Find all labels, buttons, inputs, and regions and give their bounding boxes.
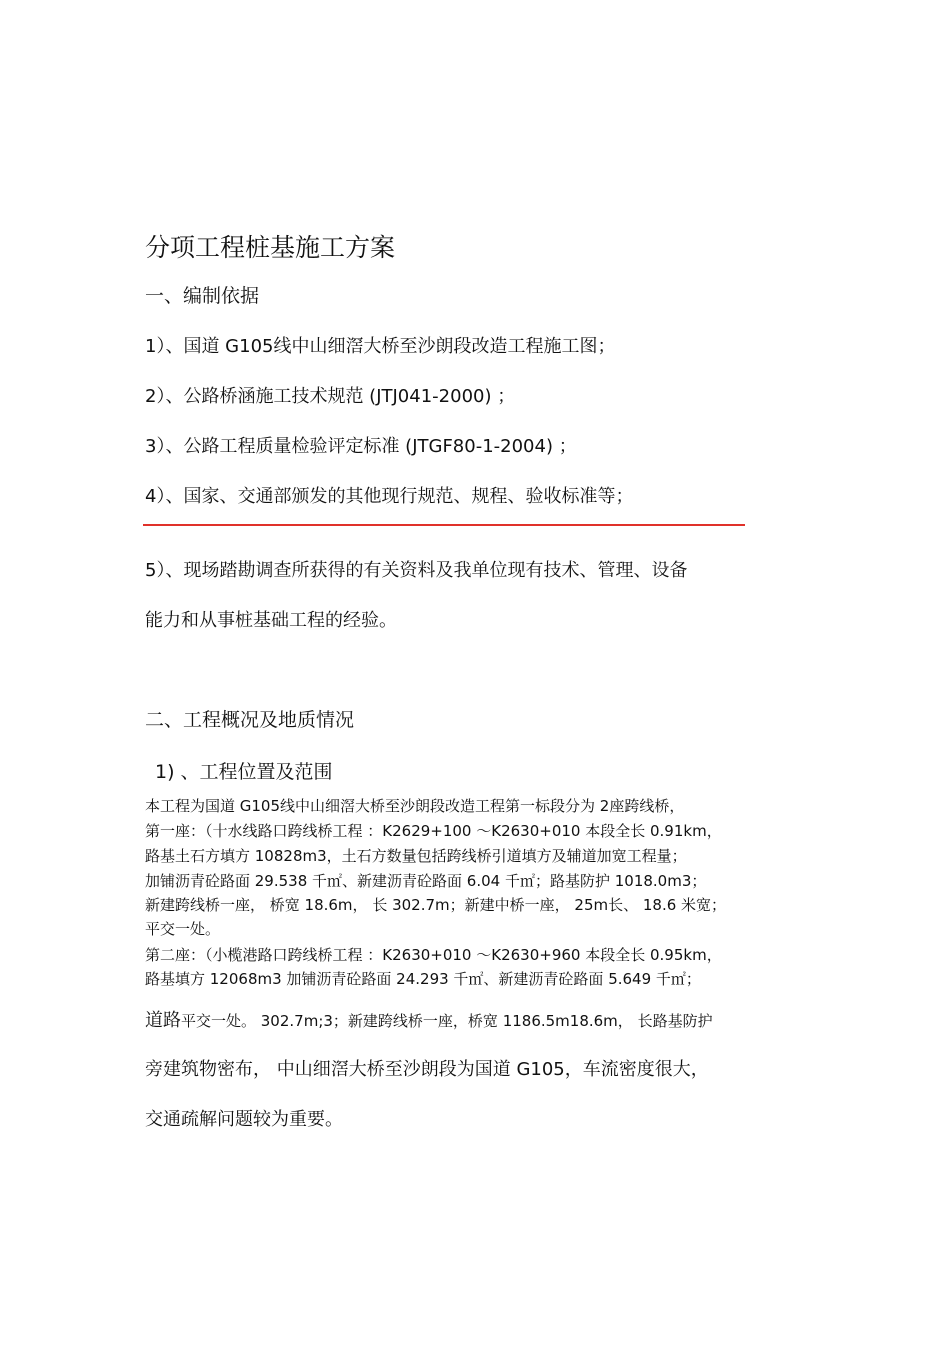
- mixed-line-rest: 平交一处。 302.7m;3；新建跨线桥一座，桥宽 1186.5m18.6m， 长路基防护: [181, 1012, 713, 1030]
- overview-paragraph-line: 本工程为国道 G105线中山细滘大桥至沙朗段改造工程第一标段分为 2座跨线桥，: [145, 797, 685, 815]
- section-heading-overview: 二、工程概况及地质情况: [145, 709, 355, 731]
- subsection-heading-location: 1) 、工程位置及范围: [155, 761, 333, 783]
- basis-item-4: 4）、国家、交通部颁发的其他现行规范、规程、验收标准等；: [145, 486, 634, 507]
- overview-paragraph-line: 路基土石方填方 10828m3，土石方数量包括跨线桥引道填方及辅道加宽工程量；: [145, 847, 687, 865]
- overview-paragraph-line: 新建跨线桥一座， 桥宽 18.6m， 长 302.7m；新建中桥一座， 25m长、 18.6 米宽；: [145, 896, 727, 914]
- mixed-line-prefix: 道路: [145, 1010, 181, 1031]
- document-title: 分项工程桩基施工方案: [145, 233, 396, 262]
- basis-item-3: 3）、公路工程质量检验评定标准 (JTGF80-1-2004) ；: [145, 436, 577, 457]
- overview-mixed-line: [145, 1006, 713, 1032]
- overview-paragraph-line: 加铺沥青砼路面 29.538 千㎡、新建沥青砼路面 6.04 千㎡；路基防护 1018.0m3；: [145, 872, 707, 890]
- basis-item-5-continued: 能力和从事桩基础工程的经验。: [145, 610, 397, 631]
- basis-item-1: 1）、国道 G105线中山细滘大桥至沙朗段改造工程施工图；: [145, 336, 616, 357]
- red-divider-line: [143, 524, 745, 526]
- basis-item-5: 5）、现场踏勘调查所获得的有关资料及我单位现有技术、管理、设备: [145, 560, 688, 581]
- overview-closing-line: 旁建筑物密布， 中山细滘大桥至沙朗段为国道 G105，车流密度很大，: [145, 1059, 709, 1080]
- overview-paragraph-line: 第一座：（十水线路口跨线桥工程 ：K2629+100 ～K2630+010 本段全长 0.91km，: [145, 822, 722, 840]
- section-heading-basis: 一、编制依据: [145, 285, 260, 307]
- overview-paragraph-line: 路基填方 12068m3 加铺沥青砼路面 24.293 千㎡、新建沥青砼路面 5.649 千㎡；: [145, 970, 701, 988]
- basis-item-2: 2）、公路桥涵施工技术规范 (JTJ041-2000) ；: [145, 386, 516, 407]
- overview-paragraph-line: 第二座：（小榄港路口跨线桥工程 ：K2630+010 ～K2630+960 本段全长 0.95km，: [145, 946, 722, 964]
- overview-paragraph-line: 平交一处。: [145, 920, 221, 938]
- overview-closing-line: 交通疏解问题较为重要。: [145, 1109, 343, 1130]
